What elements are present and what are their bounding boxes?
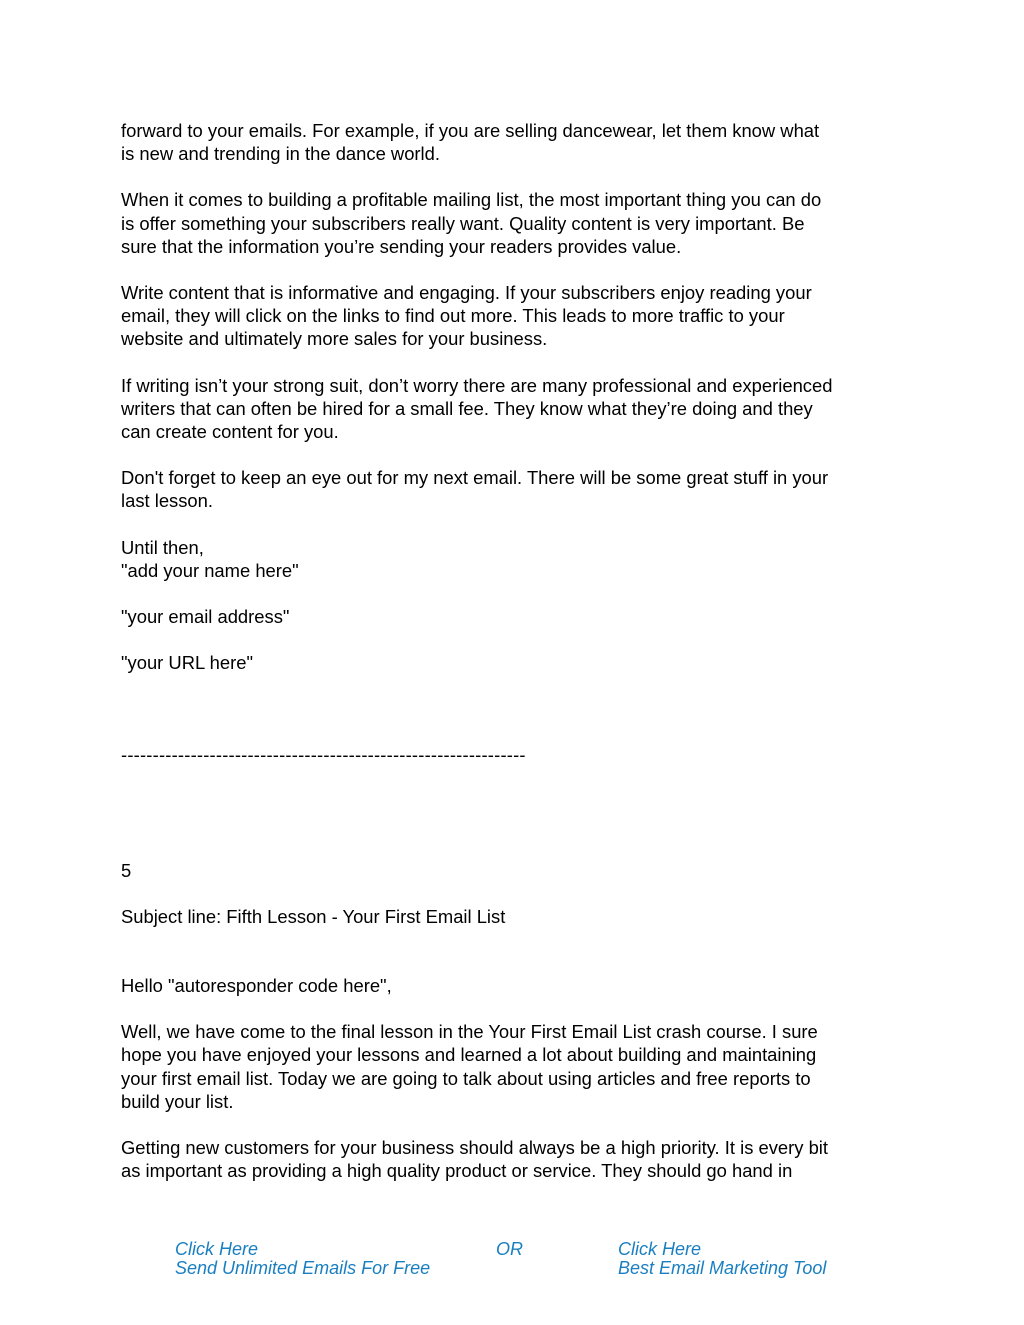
click-here-link-left[interactable]: Click Here — [175, 1239, 259, 1259]
footer-right-link-group — [618, 1240, 826, 1278]
paragraph-engaging-content: Write content that is informative and engaging. If your subscribers enjoy reading your email, they will click on the links to find out more. This leads to more traffic to your website and ultimately more sales for your business. — [121, 282, 812, 350]
lesson-number: 5 — [121, 859, 132, 881]
paragraph-hire-writers: If writing isn’t your strong suit, don’t worry there are many professional and experienced writers that can often be hired for a small fee. They know what they’re doing and they can create content for you. — [121, 374, 833, 443]
click-here-link-right[interactable]: Click Here — [618, 1239, 702, 1259]
email-placeholder: "your email address" — [121, 606, 290, 628]
footer-left-link-group — [175, 1240, 430, 1278]
paragraph-next-email: Don't forget to keep an eye out for my next email. There will be some great stuff in your last lesson. — [121, 467, 829, 512]
signoff: Until then, "add your name here" — [121, 536, 299, 581]
paragraph-new-customers: Getting new customers for your business should always be a high priority. It is every bit as important as providing a high quality product or service. They should go hand in — [121, 1137, 828, 1182]
paragraph-profitable-list: When it comes to building a profitable mailing list, the most important thing you can do is offer something your subscribers really want. Quality content is very important. Be sure that the information you’re sending your readers provides value. — [121, 189, 822, 257]
url-placeholder: "your URL here" — [121, 652, 253, 674]
greeting: Hello "autoresponder code here", — [121, 975, 392, 997]
document-body — [121, 119, 911, 1182]
paragraph-final-lesson: Well, we have come to the final lesson in the Your First Email List crash course. I sure hope you have enjoyed your lessons and learned a lot about building and maintaining your first email list. Today we are going to talk about using articles and free reports to build your list. — [121, 1021, 818, 1112]
best-email-marketing-tool-link[interactable]: Best Email Marketing Tool — [618, 1258, 827, 1278]
paragraph-interest: forward to your emails. For example, if you are selling dancewear, let them know what is new and trending in the dance world. — [121, 120, 820, 165]
subject-line: Subject line: Fifth Lesson - Your First Email List — [121, 905, 506, 927]
footer-or-label: OR — [496, 1239, 523, 1259]
send-unlimited-emails-link[interactable]: Send Unlimited Emails For Free — [175, 1258, 431, 1278]
section-divider: ---------------------------------------------------------------- — [121, 744, 526, 766]
footer-links — [0, 1240, 1024, 1290]
